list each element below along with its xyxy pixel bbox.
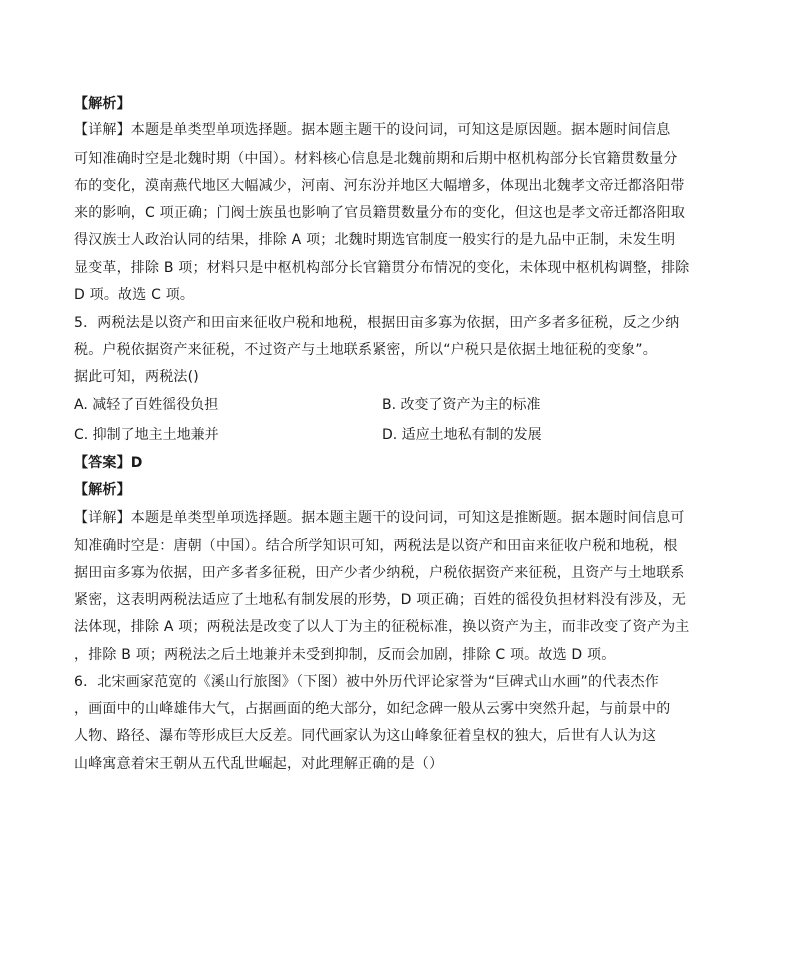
- q4-detail-line: 显变革，排除 B 项；材料只是中枢机构部分长官籍贯分布情况的变化，未体现中枢机构调整，排除: [74, 260, 690, 276]
- q5-stem-line: 税。户税依据资产来征税，不过资产与土地联系紧密，所以“户税只是依据土地征税的变象”。: [74, 342, 657, 358]
- q4-detail-line: 来的影响，C 项正确；门阀士族虽也影响了官员籍贯数量分布的变化，但这也是孝文帝迁都洛阳取: [74, 205, 686, 221]
- q6-stem-line: ，画面中的山峰雄伟大气，占据画面的绝大部分，如纪念碑一般从云雾中突然升起，与前景中的: [74, 701, 671, 717]
- q5-detail-line: 【详解】本题是单类型单项选择题。据本题主题干的设问词，可知这是推断题。据本题时间信息可: [74, 510, 685, 526]
- analysis-heading: 【解析】: [74, 96, 131, 112]
- q5-stem-line: 5．两税法是以资产和田亩来征收户税和地税，根据田亩多寡为依据，田产多者多征税，反之少纳: [74, 315, 680, 331]
- q5-answer: 【答案】D: [74, 455, 143, 471]
- q4-detail-line: 可知准确时空是北魏时期（中国）。材料核心信息是北魏前期和后期中枢机构部分长官籍贯数量分: [74, 151, 678, 167]
- q5-detail-line: 紧密，这表明两税法适应了土地私有制发展的形势，D 项正确；百姓的徭役负担材料没有涉及，无: [74, 592, 687, 608]
- q4-detail-line: 【详解】本题是单类型单项选择题。据本题主题干的设问词，可知这是原因题。据本题时间信息: [74, 122, 671, 138]
- q6-stem-line: 6．北宋画家范宽的《溪山行旅图》（下图）被中外历代评论家誉为“巨碑式山水画”的代表杰作: [74, 674, 660, 690]
- q6-stem-line: 人物、路径、瀑布等形成巨大反差。同代画家认为这山峰象征着皇权的独大，后世有人认为这: [74, 728, 657, 744]
- q5-detail-line: 知准确时空是：唐朝（中国）。结合所学知识可知，两税法是以资产和田亩来征收户税和地税，根: [74, 538, 678, 554]
- q5-option-a: A. 减轻了百姓徭役负担: [74, 397, 219, 413]
- q5-option-b: B. 改变了资产为主的标准: [382, 397, 541, 413]
- q5-detail-line: ，排除 B 项；两税法之后土地兼并未受到抑制，反而会加剧，排除 C 项。故选 D 项。: [74, 647, 616, 663]
- q4-detail-line: 得汉族士人政治认同的结果，排除 A 项；北魏时期选官制度一般实行的是九品中正制，未发生明: [74, 232, 676, 248]
- q5-option-d: D. 适应土地私有制的发展: [382, 427, 542, 443]
- q6-stem-line: 山峰寓意着宋王朝从五代乱世崛起，对此理解正确的是（）: [74, 756, 444, 772]
- q5-detail-line: 法体现，排除 A 项；两税法是改变了以人丁为主的征税标准，换以资产为主，而非改变了资产为主: [74, 619, 690, 635]
- q5-stem-line: 据此可知，两税法(): [74, 369, 199, 385]
- q4-detail-line: 布的变化，漠南燕代地区大幅减少，河南、河东汾并地区大幅增多，体现出北魏孝文帝迁都洛阳带: [74, 178, 685, 194]
- q5-detail-line: 据田亩多寡为依据，田产多者多征税，田产少者少纳税，户税依据资产来征税，且资产与土地联系: [74, 565, 685, 581]
- q4-detail-line: D 项。故选 C 项。: [74, 287, 195, 303]
- q5-analysis-heading: 【解析】: [74, 482, 131, 498]
- q5-option-c: C. 抑制了地主土地兼并: [74, 427, 219, 443]
